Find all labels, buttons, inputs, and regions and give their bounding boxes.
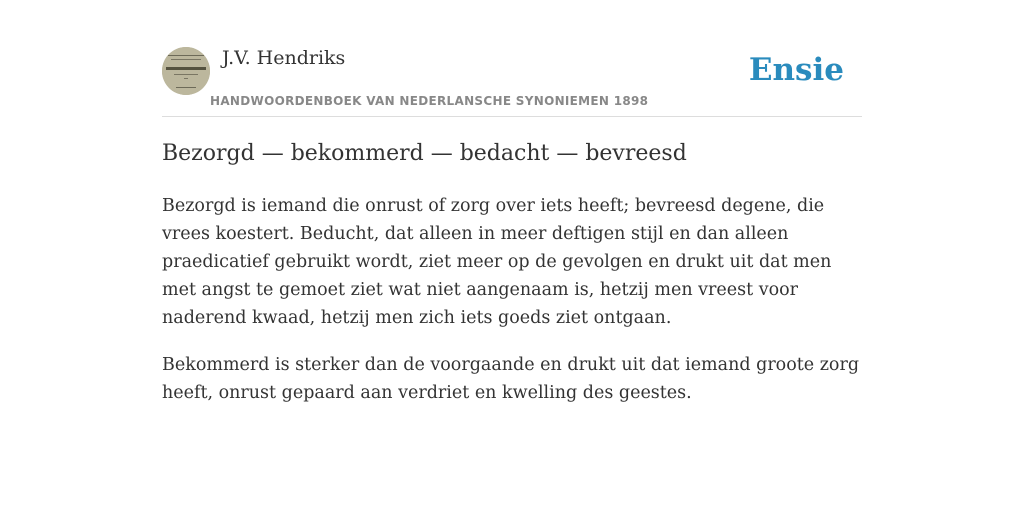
entry-title: Bezorgd — bekommerd — bedacht — bevreesd bbox=[162, 141, 687, 166]
brand-logo[interactable]: Ensie bbox=[748, 52, 844, 88]
book-cover-icon bbox=[162, 47, 210, 95]
source-title[interactable]: HANDWOORDENBOEK VAN NEDERLANSCHE SYNONIEMEN 1898 bbox=[210, 94, 649, 108]
entry-paragraph: Bezorgd is iemand die onrust of zorg over iets heeft; bevreesd degene, die vrees koestert. Beducht, dat alleen in meer deftigen stijl en dan alleen praedicatief gebruikt wordt, ziet meer op de gevolgen en drukt uit dat men met angst te gemoet ziet wat niet aangenaam is, hetzij men vreest voor naderend kwaad, hetzij men zich iets goeds ziet ontgaan. bbox=[162, 196, 832, 328]
entry-body bbox=[162, 192, 862, 426]
author-name[interactable]: J.V. Hendriks bbox=[222, 47, 346, 69]
entry-paragraph: Bekommerd is sterker dan de voorgaande en drukt uit dat iemand groote zorg heeft, onrust gepaard aan verdriet en kwelling des geestes. bbox=[162, 355, 860, 403]
author-avatar[interactable] bbox=[162, 47, 210, 95]
entry-header bbox=[162, 46, 862, 117]
